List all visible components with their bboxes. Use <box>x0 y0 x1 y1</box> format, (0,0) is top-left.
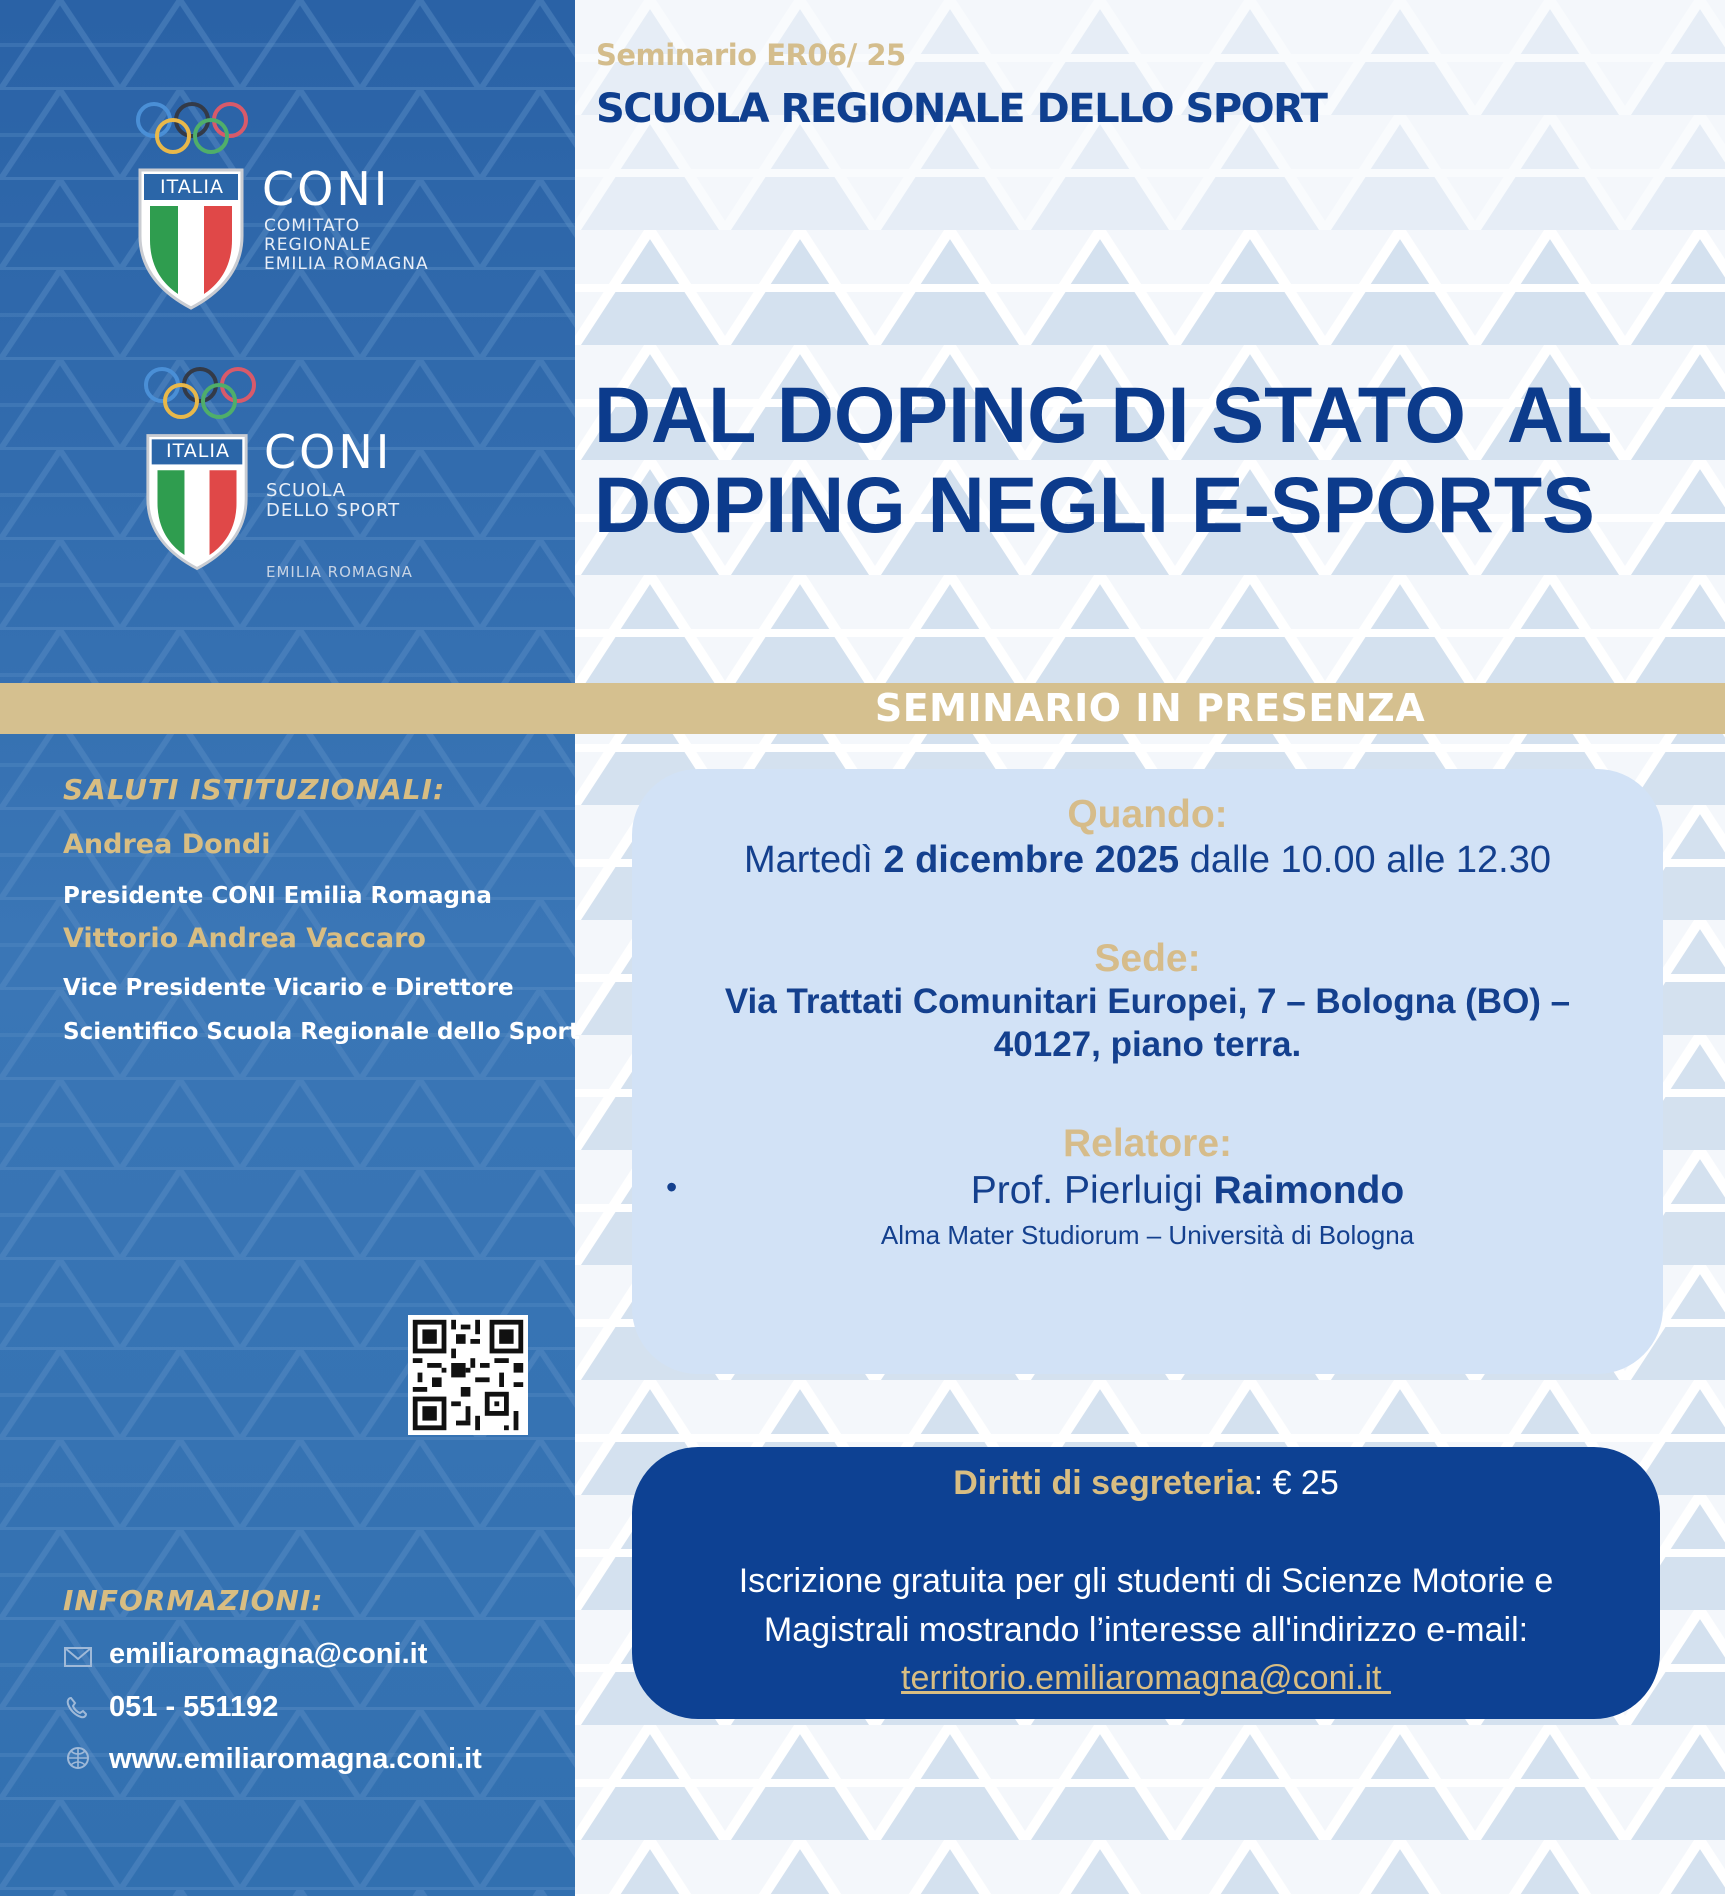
speaker-prefix: Prof. Pierluigi <box>970 1169 1214 1212</box>
speaker-bullet: • <box>666 1169 678 1205</box>
event-title-line-2: DOPING NEGLI E-SPORTS <box>594 460 1595 549</box>
speaker-name-2: Vittorio Andrea Vaccaro <box>63 923 426 954</box>
contact-email[interactable]: emiliaromagna@coni.it <box>109 1638 428 1670</box>
registration-email-link[interactable]: territorio.emiliaromagna@coni.it <box>901 1659 1391 1697</box>
seminar-code: Seminario ER06/ 25 <box>596 38 906 72</box>
logo-badge-text: ITALIA <box>160 176 224 198</box>
fee-label: Diritti di segreteria <box>953 1464 1254 1502</box>
logo-subtitle-2: DELLO SPORT <box>266 500 401 521</box>
coni-regional-committee-logo <box>130 100 460 315</box>
event-details-card <box>632 769 1663 1374</box>
speaker-role-1: Presidente CONI Emilia Romagna <box>63 883 492 909</box>
qr-code <box>408 1315 528 1435</box>
greetings-heading: SALUTI ISTITUZIONALI: <box>63 773 446 806</box>
where-line-1: Via Trattati Comunitari Europei, 7 – Bologna (BO) – <box>724 982 1571 1021</box>
event-title <box>594 370 1714 550</box>
when-prefix: Martedì <box>744 839 884 881</box>
event-title-line-1: DAL DOPING DI STATO AL <box>594 370 1613 459</box>
mail-icon <box>63 1644 93 1670</box>
fee-amount: : € 25 <box>1253 1464 1339 1502</box>
fee-note-line-1: Iscrizione gratuita per gli studenti di Scienze Motorie e <box>738 1562 1554 1600</box>
format-label: SEMINARIO IN PRESENZA <box>874 686 1426 730</box>
speaker-affiliation: Alma Mater Studiorum – Università di Bologna <box>880 1220 1415 1250</box>
when-suffix: dalle 10.00 alle 12.30 <box>1179 839 1551 881</box>
logo-name: CONI <box>262 162 391 216</box>
where-line-2: 40127, piano terra. <box>993 1025 1302 1064</box>
speaker-label: Relatore: <box>1062 1122 1233 1165</box>
when-value <box>632 839 1663 882</box>
fee-card <box>632 1447 1660 1719</box>
logo-subtitle-2: REGIONALE <box>264 235 372 255</box>
when-label: Quando: <box>1067 793 1228 836</box>
logo-region: EMILIA ROMAGNA <box>266 563 413 581</box>
contact-phone[interactable]: 051 - 551192 <box>109 1691 279 1723</box>
info-heading: INFORMAZIONI: <box>63 1584 324 1617</box>
speaker-name-1: Andrea Dondi <box>63 829 271 860</box>
logo-badge-text: ITALIA <box>166 440 230 462</box>
speaker-role-2-line-1: Vice Presidente Vicario e Direttore <box>63 975 514 1001</box>
speaker-name <box>672 1169 1703 1213</box>
qr-code-icon <box>408 1315 528 1435</box>
logo-subtitle-1: SCUOLA <box>266 480 347 501</box>
fee-note-line-2: Magistrali mostrando l’interesse all'indirizzo e-mail: <box>763 1611 1529 1649</box>
speaker-surname: Raimondo <box>1213 1169 1405 1212</box>
phone-icon <box>63 1695 93 1721</box>
school-title: SCUOLA REGIONALE DELLO SPORT <box>596 86 1327 132</box>
when-date: 2 dicembre 2025 <box>883 839 1180 881</box>
logo-subtitle-3: EMILIA ROMAGNA <box>264 254 429 274</box>
logo-subtitle-1: COMITATO <box>264 216 361 236</box>
where-label: Sede: <box>1094 937 1201 980</box>
coni-sport-school-logo <box>138 365 468 585</box>
globe-icon <box>63 1745 93 1771</box>
olympic-rings-icon <box>142 365 262 421</box>
olympic-rings-icon <box>134 100 254 156</box>
fee-line <box>632 1464 1660 1503</box>
speaker-role-2-line-2: Scientifico Scuola Regionale dello Sport <box>63 1019 580 1045</box>
contact-website[interactable]: www.emiliaromagna.coni.it <box>109 1743 482 1775</box>
logo-name: CONI <box>264 425 393 479</box>
